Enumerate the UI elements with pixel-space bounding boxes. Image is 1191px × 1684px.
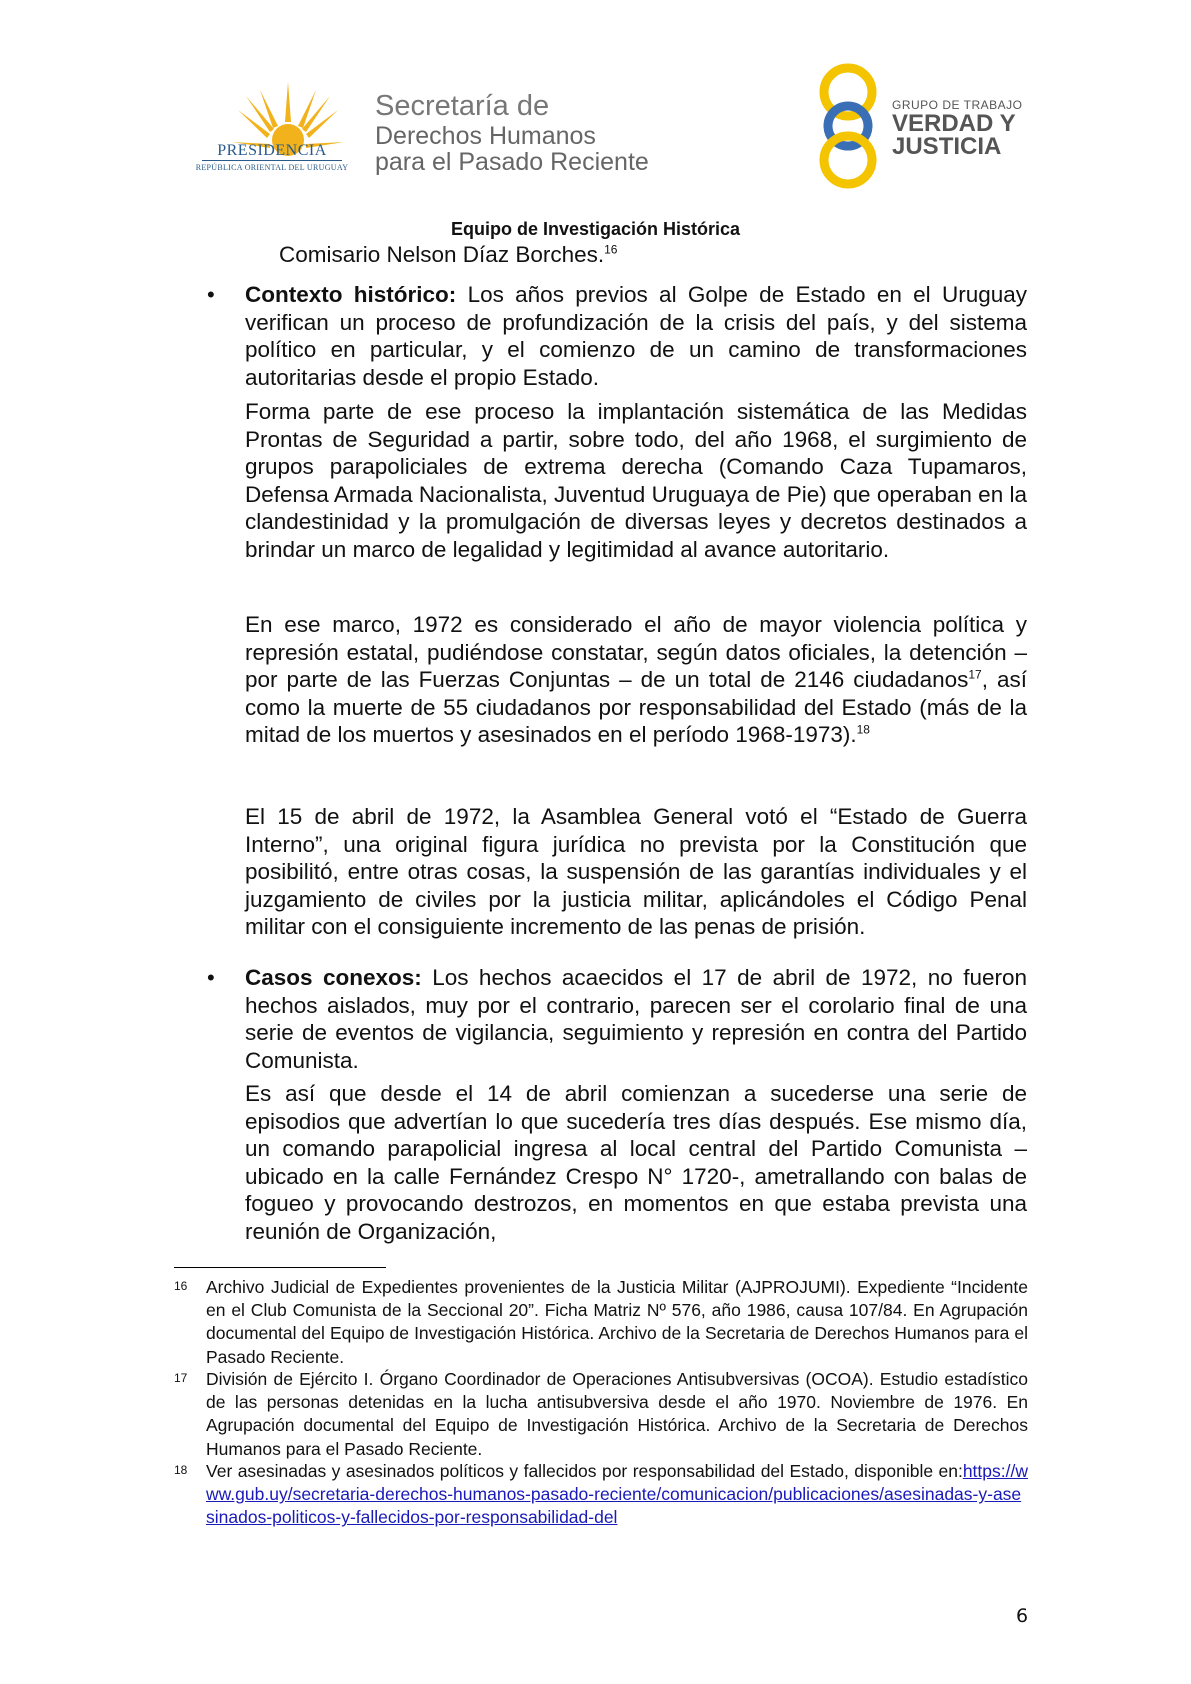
secretaria-title-line1: Secretaría de [375,90,550,122]
footnote-number: 17 [174,1371,188,1385]
page-number: 6 [1016,1605,1029,1627]
footnote-18-text: Ver asesinadas y asesinados políticos y fallecidos por responsabilidad del Estado, disponible en: [206,1461,963,1481]
casos-text: Los hechos acaecidos el 17 de abril de 1972, no fueron hechos aislados, muy por el contrario, parecen ser el corolario final de una serie de eventos de vigilancia, seguimiento y represión en contra del Partido Comunista. [245,965,1028,1073]
footnote-ref-18: 18 [856,722,870,737]
presidencia-name: PRESIDENCIA [217,142,327,159]
bullet-casos: • [207,965,215,990]
footnote-ref-17: 17 [968,667,982,682]
paragraph-1972-text-b: , así como la muerte de 55 ciudadanos por responsabilidad del Estado (más de la mitad de los muertos y asesinados en el período 1968-1973). [245,667,1027,748]
comisario-text: Comisario Nelson Díaz Borches. [279,242,605,267]
footnote-16: Archivo Judicial de Expedientes provenientes de la Justicia Militar (AJPROJUMI). Expediente “Incidente en el Club Comunista de la Seccional 20”. Ficha Matriz Nº 576, año 1986, causa 107/84. En Agrupación documental del Equipo de Investigación Histórica. Archivo de la Secretaria de Derechos Humanos para el Pasado Reciente. [206,1277,1028,1367]
paragraph-medidas: Forma parte de ese proceso la implantación sistemática de las Medidas Prontas de Seguridad a partir, sobre todo, del año 1968, el surgimiento de grupos parapoliciales de extrema derecha (Comando Caza Tupamaros, Defensa Armada Nacionalista, Juventud Uruguaya de Pie) que operaban en la clandestinidad y la promulgación de diversas leyes y decretos destinados a brindar un marco de legalidad y legitimidad al avance autoritario. [245,399,1027,562]
footnote-17: División de Ejército I. Órgano Coordinador de Operaciones Antisubversivas (OCOA). Estudio estadístico de las personas detenidas en la lucha antisubversiva desde el año 1970. Noviembre de 1976. En Agrupación documental del Equipo de Investigación Histórica. Archivo de la Secretaria de Derechos Humanos para el Pasado Reciente. [206,1369,1028,1459]
paragraph-estado-guerra: El 15 de abril de 1972, la Asamblea General votó el “Estado de Guerra Interno”, una original figura jurídica no prevista por la Constitución que posibilitó, entre otras cosas, la suspensión de las garantías individuales y el juzgamiento de civiles por la justicia militar, aplicándoles el Código Penal militar con el consiguiente incremento de las penas de prisión. [245,804,1027,940]
footnote-ref-16: 16 [604,242,618,257]
verdad-justicia-rings-logo [812,62,884,190]
footnote-18 [206,1460,1028,1530]
footnote-number: 18 [174,1463,188,1477]
verdad-label: VERDAD Y [892,110,1016,137]
footnote-18-link[interactable]: https://www.gub.uy/secretaria-derechos-humanos-pasado-reciente/comunicacion/publicaciones/asesinadas-y-asesinados-politicos-y-fallecidos-por-responsabilidad-del [206,1461,1028,1528]
comisario-line [279,241,1039,269]
presidencia-divider [202,160,342,161]
footnote-number: 16 [174,1279,188,1293]
team-heading: Equipo de Investigación Histórica [450,219,741,239]
contexto-paragraph [245,281,1027,391]
secretaria-title-line3: para el Pasado Reciente [375,148,649,176]
presidencia-subtitle: REPÚBLICA ORIENTAL DEL URUGUAY [195,163,349,172]
justicia-label: JUSTICIA [892,133,1002,160]
paragraph-14-abril: Es así que desde el 14 de abril comienzan a sucederse una serie de episodios que advertían lo que sucedería tres días después. Ese mismo día, un comando parapolicial ingresa al local central del Partido Comunista –ubicado en la calle Fernández Crespo N° 1720-, ametrallando con balas de fogueo y provocando destrozos, en momentos en que estaba prevista una reunión de Organización, [245,1081,1027,1244]
paragraph-1972 [245,611,1027,749]
paragraph-1972-text-a: En ese marco, 1972 es considerado el año de mayor violencia política y represión estatal, pudiéndose constatar, según datos oficiales, la detención – por parte de las Fuerzas Conjuntas – de un total de 2146 ciudadanos [245,612,1027,693]
contexto-label: Contexto histórico: [245,282,457,307]
bullet-contexto: • [207,282,215,307]
casos-paragraph [245,964,1027,1074]
grupo-trabajo-label: GRUPO DE TRABAJO [892,98,1023,112]
footnote-separator [174,1267,386,1268]
casos-label: Casos conexos: [245,965,422,990]
contexto-text: Los años previos al Golpe de Estado en el Uruguay verifican un proceso de profundización de la crisis del país, y del sistema político en particular, y el comienzo de un camino de transformaciones autoritarias desde el propio Estado. [245,282,1028,390]
secretaria-title-line2: Derechos Humanos [375,122,596,150]
